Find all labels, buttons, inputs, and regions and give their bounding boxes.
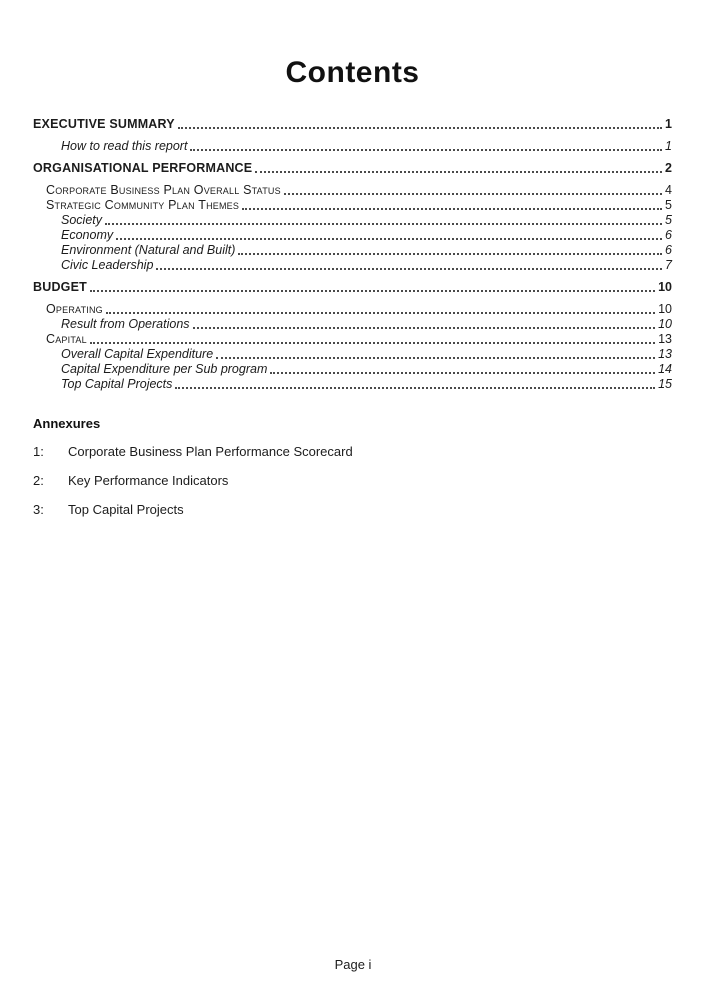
toc-entry-label: Society [61, 213, 102, 227]
toc-entry-page: 10 [658, 280, 672, 294]
toc-list [33, 117, 672, 392]
page-number-footer: Page i [334, 957, 372, 972]
toc-entry-page: 15 [658, 377, 672, 391]
toc-entry-page: 6 [665, 228, 672, 242]
toc-entry[interactable] [33, 302, 672, 317]
annexure-item-label: Top Capital Projects [68, 502, 184, 517]
toc-entry-page: 1 [665, 117, 672, 131]
annexure-item-label: Corporate Business Plan Performance Scorecard [68, 444, 353, 459]
annexure-item [33, 502, 672, 518]
toc-entry-label: Operating [46, 302, 103, 316]
annexure-item-number: 3: [33, 502, 44, 517]
dot-leader [178, 127, 662, 129]
toc-entry-page: 6 [665, 243, 672, 257]
toc-entry-page: 10 [658, 302, 672, 316]
annexures-list [33, 444, 672, 518]
toc-entry-page: 14 [658, 362, 672, 376]
toc-entry[interactable] [33, 347, 672, 362]
toc-entry-page: 5 [665, 213, 672, 227]
toc-entry[interactable] [33, 183, 672, 198]
toc-entry-page: 13 [658, 347, 672, 361]
toc-entry-label: Economy [61, 228, 114, 242]
toc-entry-label: Top Capital Projects [61, 377, 173, 391]
toc-entry-page: 7 [665, 258, 672, 272]
toc-entry-label: Capital [46, 332, 87, 346]
toc-entry[interactable] [33, 362, 672, 377]
page-title: Contents [285, 56, 420, 89]
toc-entry-label: BUDGET [33, 280, 87, 294]
toc-entry-page: 2 [665, 161, 672, 175]
toc-entry-page: 13 [658, 332, 672, 346]
toc-entry[interactable] [33, 139, 672, 154]
annexure-item-label: Key Performance Indicators [68, 473, 229, 488]
toc-entry-label: Result from Operations [61, 317, 190, 331]
dot-leader [270, 372, 655, 374]
dot-leader [156, 268, 662, 270]
toc-entry[interactable] [33, 280, 672, 295]
toc-entry[interactable] [33, 228, 672, 243]
dot-leader [175, 387, 655, 389]
toc-entry-label: Civic Leadership [61, 258, 154, 272]
toc-entry-page: 5 [665, 198, 672, 212]
toc-entry-page: 4 [665, 183, 672, 197]
toc-entry-label: ORGANISATIONAL PERFORMANCE [33, 161, 253, 175]
toc-entry[interactable] [33, 198, 672, 213]
dot-leader [242, 208, 662, 210]
toc-entry[interactable] [33, 161, 672, 176]
annexure-item [33, 473, 672, 489]
annexure-item [33, 444, 672, 460]
dot-leader [90, 290, 655, 292]
dot-leader [284, 193, 662, 195]
annexure-item-number: 1: [33, 444, 44, 459]
dot-leader [105, 223, 662, 225]
dot-leader [216, 357, 655, 359]
annexures-heading: Annexures [33, 416, 101, 431]
toc-entry[interactable] [33, 377, 672, 392]
toc-entry-label: Corporate Business Plan Overall Status [46, 183, 281, 197]
toc-entry-label: Strategic Community Plan Themes [46, 198, 240, 212]
dot-leader [193, 327, 656, 329]
dot-leader [255, 171, 662, 173]
toc-entry-label: Capital Expenditure per Sub program [61, 362, 268, 376]
annexure-item-number: 2: [33, 473, 44, 488]
annexures-section [33, 416, 672, 518]
toc-entry[interactable] [33, 213, 672, 228]
dot-leader [90, 342, 655, 344]
dot-leader [238, 253, 662, 255]
toc-entry[interactable] [33, 332, 672, 347]
toc-entry[interactable] [33, 117, 672, 132]
toc-entry[interactable] [33, 258, 672, 273]
toc-entry-page: 10 [658, 317, 672, 331]
toc-entry[interactable] [33, 243, 672, 258]
toc-entry[interactable] [33, 317, 672, 332]
dot-leader [116, 238, 662, 240]
toc-entry-label: Environment (Natural and Built) [61, 243, 236, 257]
toc-entry-page: 1 [665, 139, 672, 153]
toc-entry-label: EXECUTIVE SUMMARY [33, 117, 175, 131]
toc-entry-label: How to read this report [61, 139, 188, 153]
toc-entry-label: Overall Capital Expenditure [61, 347, 214, 361]
dot-leader [106, 312, 655, 314]
dot-leader [190, 149, 662, 151]
